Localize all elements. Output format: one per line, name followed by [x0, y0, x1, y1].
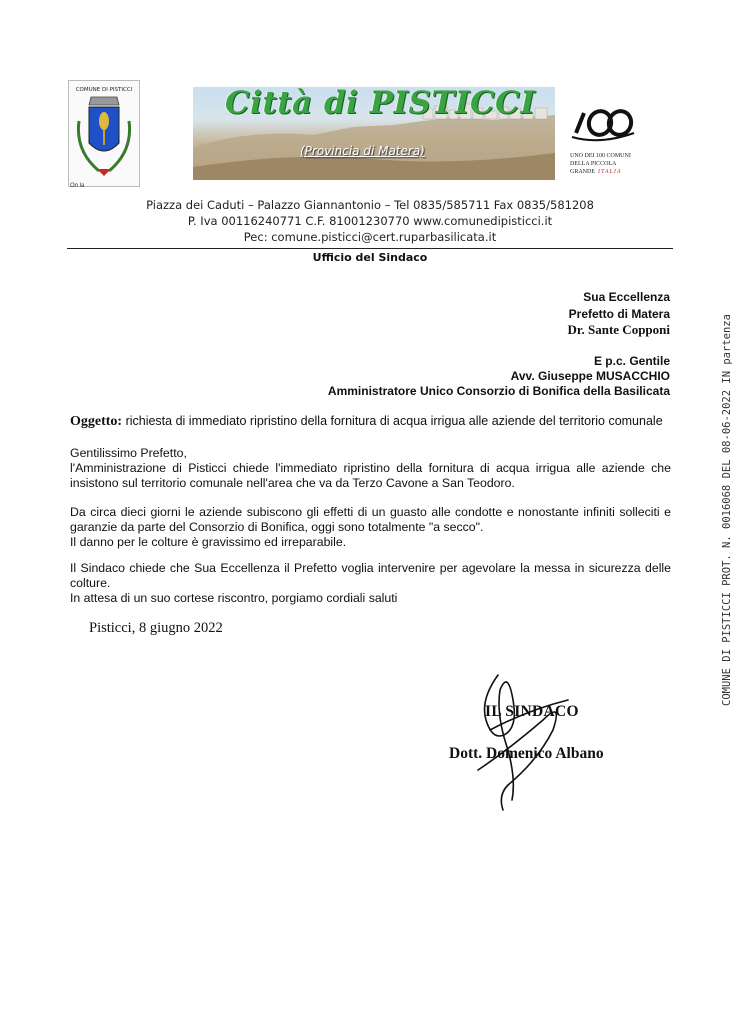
cc-line-1: E p.c. Gentile	[593, 354, 670, 368]
logo-100-comuni	[570, 103, 636, 147]
paragraph-3: Il danno per le colture è gravissimo ed irreparabile.	[70, 535, 347, 549]
paragraph-1: l'Amministrazione di Pisticci chiede l'immediato ripristino della fornitura di acqua irrigua alle aziende che insistono sul territorio comunale nell'area che va da Terzo Cavone a San Teodoro.	[70, 461, 671, 490]
hundred-logo-icon	[570, 103, 636, 147]
contact-pec: Pec: comune.pisticci@cert.ruparbasilicata.it	[243, 230, 497, 244]
paragraph-5: In attesa di un suo cortese riscontro, porgiamo cordiali saluti	[70, 591, 398, 605]
paragraph-2: Da circa dieci giorni le aziende subiscono gli effetti di un guasto alle condotte e nonostante infiniti solleciti e garanzie da parte del Consorzio di Bonifica, oggi sono totalmente "a secco".	[70, 505, 671, 534]
paragraph-4: Il Sindaco chiede che Sua Eccellenza il Prefetto voglia intervenire per agevolare la messa in sicurezza delle colture.	[70, 561, 671, 590]
salutation: Gentilissimo Prefetto,	[70, 446, 187, 460]
subject-line	[70, 414, 680, 430]
header-divider	[67, 248, 673, 249]
handwritten-signature-icon	[468, 660, 598, 815]
cc-line-2: Avv. Giuseppe MUSACCHIO	[510, 369, 670, 383]
contact-address: Piazza dei Caduti – Palazzo Giannantonio – Tel 0835/585711 Fax 0835/581208	[146, 198, 594, 212]
addressee-line-1: Sua Eccellenza	[583, 290, 670, 304]
coat-of-arms-icon	[69, 81, 139, 186]
signature-title: IL SINDACO	[485, 703, 579, 720]
subject-label: Oggetto:	[70, 414, 123, 429]
office-name: Ufficio del Sindaco	[312, 251, 428, 264]
letter-body-1	[70, 446, 671, 491]
subject-text: richiesta di immediato ripristino della fornitura di acqua irrigua alle aziende del territorio comunale	[122, 414, 663, 428]
coat-of-arms	[68, 80, 140, 187]
crest-caption: On la	[70, 183, 85, 189]
letter-body-3	[70, 561, 671, 606]
cc-line-3: Amministratore Unico Consorzio di Bonifica della Basilicata	[327, 384, 670, 398]
crest-label: COMUNE DI PISTICCI	[75, 87, 133, 93]
protocol-stamp: COMUNE DI PISTICCI PROT. N. 0016068 DEL 08-06-2022 IN partenza	[721, 314, 733, 706]
banner-title: Città di PISTICCI	[225, 87, 536, 121]
letter-date: Pisticci, 8 giugno 2022	[89, 620, 223, 636]
banner-subtitle: (Provincia di Matera)	[300, 144, 425, 158]
addressee-line-3: Dr. Sante Copponi	[567, 322, 670, 337]
city-banner	[193, 87, 555, 180]
letter-body-2	[70, 505, 671, 550]
logo-100-caption: UNO DEI 100 COMUNI DELLA PICCOLA GRANDE ITALIA	[570, 153, 631, 175]
addressee-line-2: Prefetto di Matera	[568, 307, 670, 321]
signature-name: Dott. Domenico Albano	[449, 745, 604, 762]
contact-tax-web: P. Iva 00116240771 C.F. 81001230770 www.comunedipisticci.it	[187, 214, 553, 228]
